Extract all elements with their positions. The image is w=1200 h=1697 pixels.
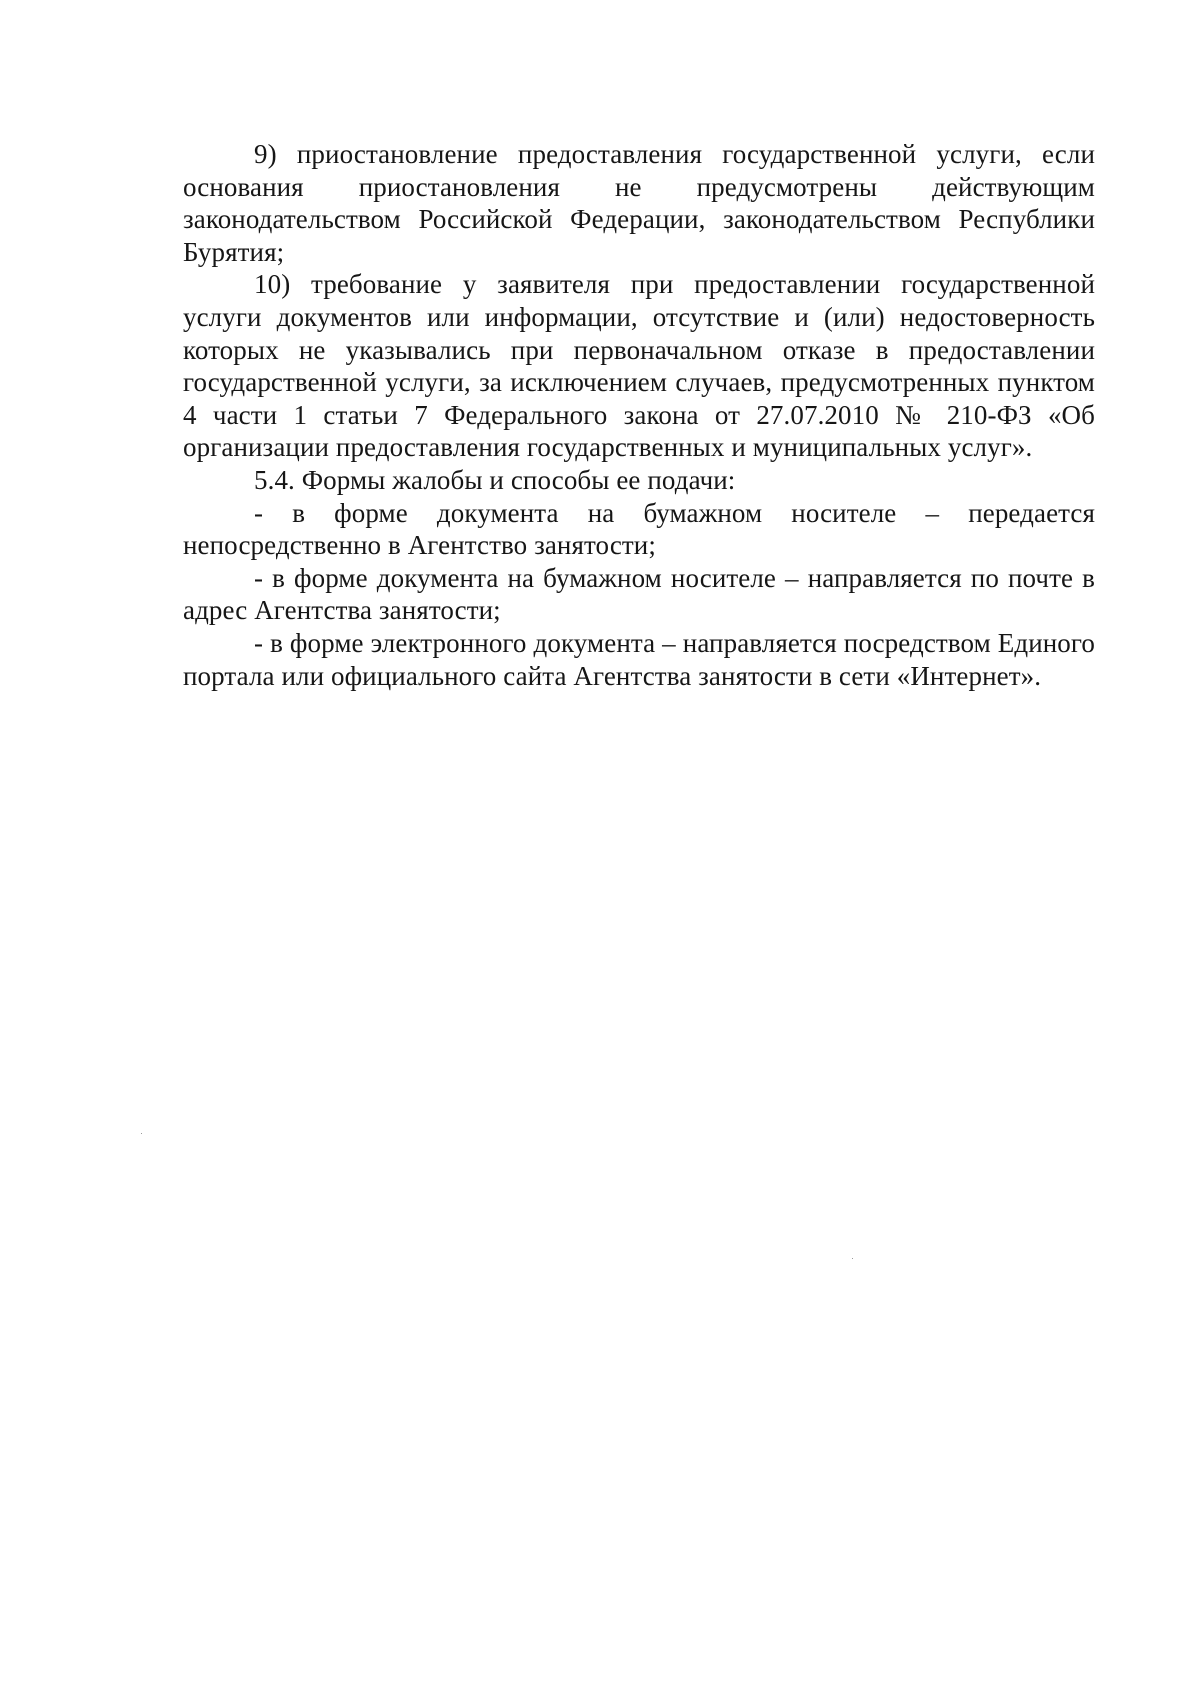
section-heading-5-4: 5.4. Формы жалобы и способы ее подачи: xyxy=(254,464,736,495)
paragraph-item-9: 9) приостановление предоставления государственной услуги, если основания приостановления не предусмотрены действующим законодательством Российской Федерации, законодательством Республики Бурятия; xyxy=(183,139,1095,267)
paragraph-item-10: 10) требование у заявителя при предоставлении государственной услуги документов или информации, отсутствие и (или) недостоверность которых не указывались при первоначальном отказе в предоставлении государственной услуги, за исключением случаев, предусмотренных пунктом 4 части 1 статьи 7 Федерального закона от 27.07.2010 № 210-ФЗ «Об организации предоставления государственных и муниципальных услуг». xyxy=(183,269,1095,463)
scan-speck xyxy=(141,1133,142,1134)
list-item-paper-by-mail: - в форме документа на бумажном носителе – направляется по почте в адрес Агентства занятости; xyxy=(183,562,1095,626)
list-item-electronic: - в форме электронного документа – направляется посредством Единого портала или официального сайта Агентства занятости в сети «Интернет». xyxy=(183,627,1095,691)
document-body xyxy=(183,138,1095,692)
scan-speck xyxy=(852,1258,853,1259)
list-item-paper-in-person: - в форме документа на бумажном носителе – передается непосредственно в Агентство занятости; xyxy=(183,497,1095,561)
